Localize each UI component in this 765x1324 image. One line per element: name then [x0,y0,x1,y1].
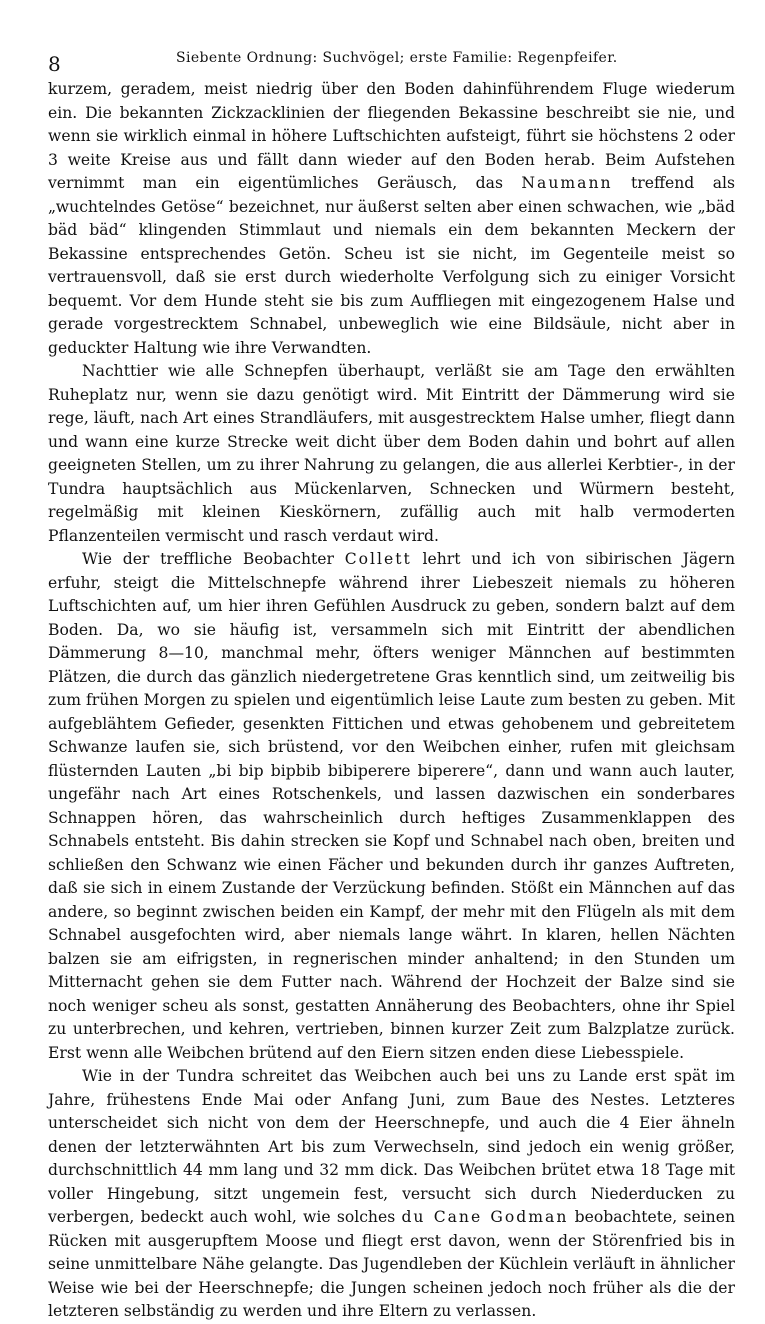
paragraph-4-text-a: Wie in der Tundra schreitet das Weibchen auch bei uns zu Lande erst spät im Jahre, frühestens Ende Mai oder Anfang Juni, zum Baue des Nestes. Letzteres unterscheidet sich nicht von dem der Heerschnepfe, und auch die 4 Eier ähneln denen der letzterwähnten Art bis zum Verwechseln, sind jedoch ein wenig größer, durchschnittlich 44 mm lang und 32 mm dick. Das Weibchen brütet etwa 18 Tage mit voller Hingebung, sitzt ungemein fest, versucht sich durch Niederducken zu verbergen, bedeckt auch wohl, wie solches [48,1067,735,1226]
paragraph-3-text-b: lehrt und ich von sibirischen Jägern erfuhr, steigt die Mittelschnepfe während ihrer Liebeszeit niemals zu höheren Luftschichten auf, um hier ihren Gefühlen Ausdruck zu geben, sondern balzt auf dem Boden. Da, wo sie häufig ist, versammeln sich mit Eintritt der abendlichen Dämmerung 8—10, manchmal mehr, öfters weniger Männchen auf bestimmten Plätzen, die durch das gänzlich niedergetretene Gras kenntlich sind, um zeitweilig bis zum frühen Morgen zu spielen und eigentümlich leise Laute zum besten zu geben. Mit aufgeblähtem Gefieder, gesenkten Fittichen und etwas gehobenem und gebreitetem Schwanze laufen sie, sich brüstend, vor den Weibchen einher, rufen mit gleichsam flüsternden Lauten „bi bip bipbib bibiperere biperere“, dann und wann auch lauter, ungefähr nach Art eines Rotschenkels, und lassen dazwischen ein sonderbares Schnappen hören, das wahrscheinlich durch heftiges Zusammenklappen des Schnabels entsteht. Bis dahin strecken sie Kopf und Schnabel nach oben, breiten und schließen den Schwanz wie einen Fächer und bekunden durch ihr ganzes Auftreten, daß sie sich in einem Zustande der Verzückung befinden. Stößt ein Männchen auf das andere, so beginnt zwischen beiden ein Kampf, der mehr mit den Flügeln als mit dem Schnabel ausgefochten wird, aber niemals lange währt. In klaren, hellen Nächten balzen sie am eifrigsten, in regnerischen minder anhaltend; in den Stunden um Mitternacht gehen sie dem Futter nach. Während der Hochzeit der Balze sind sie noch weniger scheu als sonst, gestatten Annäherung des Beobachters, ohne ihr Spiel zu unterbrechen, und kehren, vertrieben, binnen kurzer Zeit zum Balzplatze zurück. Erst wenn alle Weibchen brütend auf den Eiern sitzen enden diese Liebesspiele. [48,550,735,1062]
paragraph-4-text-b: beobachtete, seinen Rücken mit ausgerupftem Moose und fliegt erst davon, wenn der Störenfried bis in seine unmittelbare Nähe gelangte. Das Jugendleben der Küchlein verläuft in ähnlicher Weise wie bei der Heerschnepfe; die Jungen scheinen jedoch noch früher als die der letzteren selbständig zu werden und ihre Eltern zu verlassen. [48,1208,735,1320]
author-name-godman: du Cane Godman [401,1208,569,1226]
page-header [48,38,735,78]
author-name-collett: Collett [344,550,412,568]
paragraph-2-text: Nachttier wie alle Schnepfen überhaupt, verläßt sie am Tage den erwählten Ruheplatz nur, wenn sie dazu genötigt wird. Mit Eintritt der Dämmerung wird sie rege, läuft, nach Art eines Strandläufers, mit ausgestrecktem Halse umher, fliegt dann und wann eine kurze Strecke weit dicht über dem Boden dahin und bohrt auf allen geeigneten Stellen, um zu ihrer Nahrung zu gelangen, die aus allerlei Kerbtier-, in der Tundra hauptsächlich aus Mückenlarven, Schnecken und Würmern besteht, regelmäßig mit kleinen Kieskörnern, zufällig auch mit halb vermoderten Pflanzenteilen vermischt und rasch verdaut wird. [48,362,735,545]
body-text [48,78,735,1324]
paragraph-3 [48,548,735,1065]
author-name-naumann: Naumann [521,174,613,192]
paragraph-4 [48,1065,735,1324]
paragraph-1-text-a: kurzem, geradem, meist niedrig über den Boden dahinführendem Fluge wiederum ein. Die bekannten Zickzacklinien der fliegenden Bekassine beschreibt sie nie, und wenn sie wirklich einmal in höhere Luftschichten aufsteigt, führt sie höchstens 2 oder 3 weite Kreise aus und fällt dann wieder auf den Boden herab. Beim Aufstehen vernimmt man ein eigentümliches Geräusch, das [48,80,735,192]
running-head: Siebente Ordnung: Suchvögel; erste Familie: Regenpfeifer. [176,50,618,66]
paragraph-2 [48,360,735,548]
paragraph-1 [48,78,735,360]
paragraph-3-text-a: Wie der treffliche Beobachter [82,550,345,568]
paragraph-1-text-b: treffend als „wuchtelndes Getöse“ bezeichnet, nur äußerst selten aber einen schwachen, wie „bäd bäd bäd“ klingenden Stimmlaut und niemals ein dem bekannten Meckern der Bekassine entsprechendes Getön. Scheu ist sie nicht, im Gegenteile meist so vertrauensvoll, daß sie erst durch wiederholte Verfolgung sich zu einiger Vorsicht bequemt. Vor dem Hunde steht sie bis zum Auffliegen mit eingezogenem Halse und gerade vorgestrecktem Schnabel, unbeweglich wie eine Bildsäule, nicht aber in geduckter Haltung wie ihre Verwandten. [48,174,735,357]
page-number: 8 [48,52,61,76]
